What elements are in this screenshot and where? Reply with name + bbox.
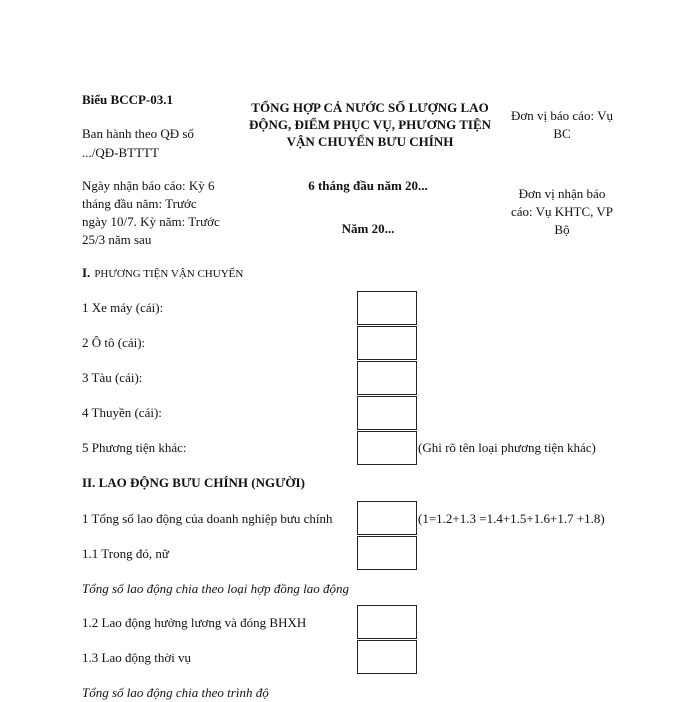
total-labor-input[interactable] <box>357 501 417 535</box>
salaried-labor-label: 1.2 Lao động hưởng lương và đóng BHXH <box>82 615 307 630</box>
female-labor-input[interactable] <box>357 536 417 570</box>
section1-roman: I. <box>82 265 91 280</box>
item-car-input[interactable] <box>357 326 417 360</box>
section1-heading <box>82 264 243 282</box>
item-boat-label: 4 Thuyền (cái): <box>82 405 162 420</box>
item-motorbike-label: 1 Xe máy (cái): <box>82 300 164 315</box>
item-other-input[interactable] <box>357 431 417 465</box>
item-other-label: 5 Phương tiện khác: <box>82 440 187 455</box>
receiving-unit-line1: Đơn vị nhận báo <box>518 186 606 201</box>
salaried-labor-input[interactable] <box>357 605 417 639</box>
receive-date-line3: ngày 10/7. Kỳ năm: Trước <box>82 214 220 229</box>
item-ship-input[interactable] <box>357 361 417 395</box>
issued-by-line2: .../QĐ-BTTTT <box>82 145 159 160</box>
total-labor-formula: (1=1.2+1.3 =1.4+1.5+1.6+1.7 +1.8) <box>418 511 605 526</box>
seasonal-labor-input[interactable] <box>357 640 417 674</box>
receive-date-line1: Ngày nhận báo cáo: Kỳ 6 <box>82 178 215 193</box>
period-half-year: 6 tháng đầu năm 20... <box>308 178 428 193</box>
item-motorbike-input[interactable] <box>357 291 417 325</box>
receiving-unit-line3: Bộ <box>554 222 570 237</box>
reporting-unit-line1: Đơn vị báo cáo: Vụ <box>511 108 613 123</box>
seasonal-labor-label: 1.3 Lao động thời vụ <box>82 650 192 665</box>
total-labor-label: 1 Tổng số lao động của doanh nghiệp bưu chính <box>82 511 333 526</box>
receive-date-line4: 25/3 năm sau <box>82 232 152 247</box>
female-labor-label: 1.1 Trong đó, nữ <box>82 546 169 561</box>
form-code: Biểu BCCP-03.1 <box>82 92 173 107</box>
report-title-line2: ĐỘNG, ĐIỂM PHỤC VỤ, PHƯƠNG TIỆN <box>248 117 492 132</box>
item-other-note: (Ghi rõ tên loại phương tiện khác) <box>418 440 596 455</box>
item-ship-label: 3 Tàu (cái): <box>82 370 143 385</box>
report-title-line3: VẬN CHUYỂN BƯU CHÍNH <box>286 134 454 149</box>
item-boat-input[interactable] <box>357 396 417 430</box>
reporting-unit-line2: BC <box>553 126 571 141</box>
item-car-label: 2 Ô tô (cái): <box>82 335 146 350</box>
by-contract-heading: Tổng số lao động chia theo loại hợp đồng lao động <box>82 581 349 596</box>
receive-date-line2: tháng đầu năm: Trước <box>82 196 197 211</box>
section1-title: PHƯƠNG TIỆN VẬN CHUYỂN <box>94 268 244 280</box>
section2-heading: II. LAO ĐỘNG BƯU CHÍNH (NGƯỜI) <box>82 475 305 490</box>
report-title-line1: TỔNG HỢP CẢ NƯỚC SỐ LƯỢNG LAO <box>251 100 489 115</box>
receiving-unit-line2: cáo: Vụ KHTC, VP <box>510 204 614 219</box>
period-year: Năm 20... <box>341 221 395 236</box>
by-education-heading: Tổng số lao động chia theo trình độ <box>82 685 269 700</box>
issued-by-line1: Ban hành theo QĐ số <box>82 126 194 141</box>
